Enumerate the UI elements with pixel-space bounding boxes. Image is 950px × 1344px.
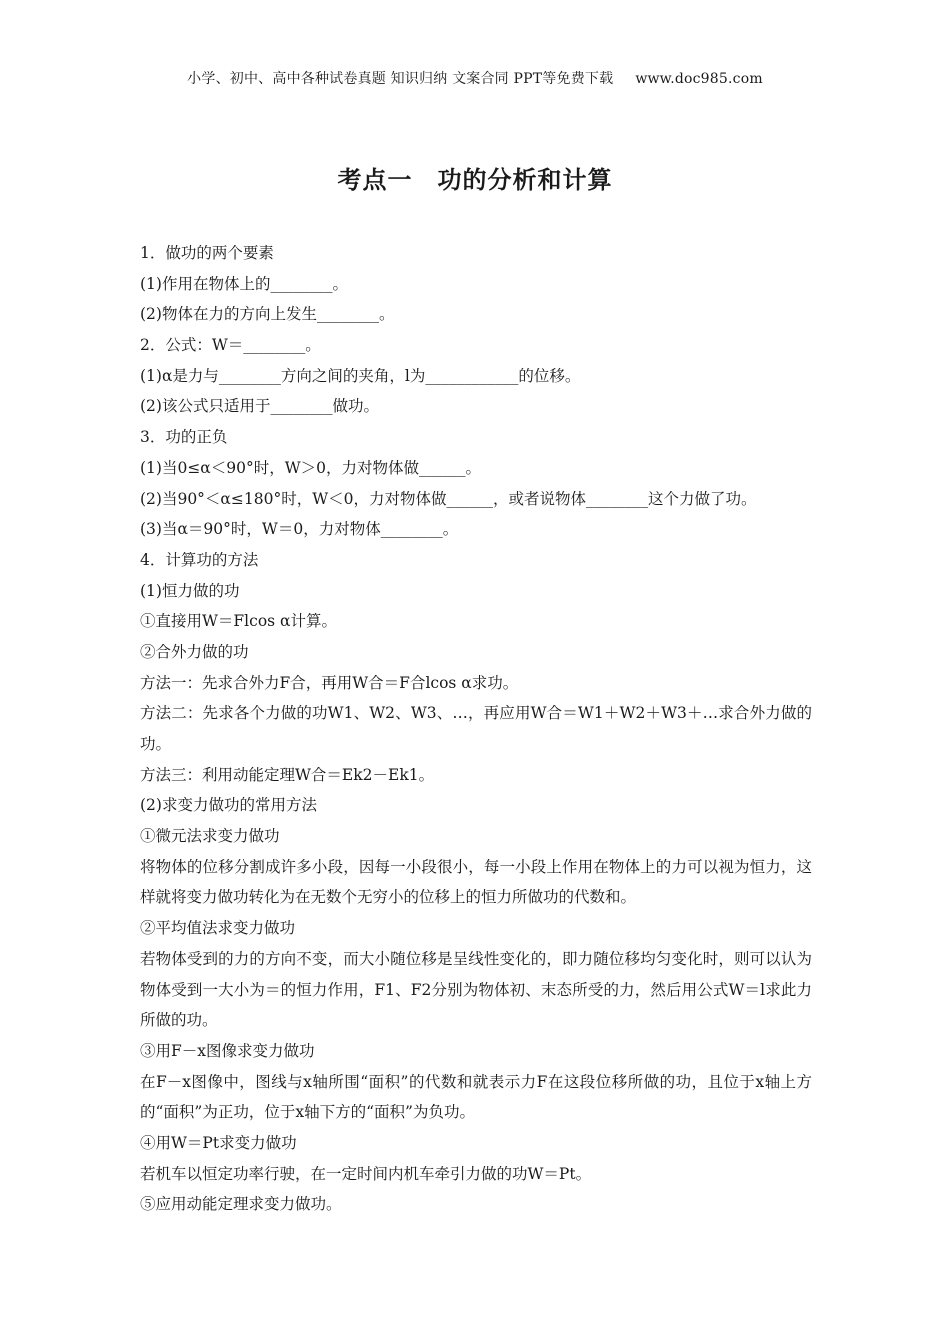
text-line: (2)该公式只适用于________做功。 [140, 397, 379, 416]
text-paragraph: 方法二：先求各个力做的功W1、W2、W3、…，再应用W合＝W1＋W2＋W3＋…求合外力做的功。 [140, 704, 812, 754]
text-line: ①直接用W＝Flcos α计算。 [140, 612, 338, 631]
section-heading: 3．功的正负 [140, 428, 228, 447]
text-line: 若机车以恒定功率行驶，在一定时间内机车牵引力做的功W＝Pt。 [140, 1164, 592, 1183]
header-text: 小学、初中、高中各种试卷真题 知识归纳 文案合同 PPT等免费下载 [187, 71, 614, 87]
text-line: 方法一：先求合外力F合，再用W合＝F合lcos α求功。 [140, 673, 519, 692]
text-line: ①微元法求变力做功 [140, 827, 280, 846]
document-body [140, 238, 812, 1220]
text-line: (2)求变力做功的常用方法 [140, 796, 317, 815]
text-line: ②合外力做的功 [140, 642, 249, 661]
text-line: (1)α是力与________方向之间的夹角，l为____________的位移。 [140, 366, 581, 385]
text-line: ③用F－x图像求变力做功 [140, 1041, 315, 1060]
text-paragraph: 若物体受到的力的方向不变，而大小随位移是呈线性变化的，即力随位移均匀变化时，则可以认为物体受到一大小为＝的恒力作用，F1、F2分别为物体初、末态所受的力，然后用公式W＝l求此力所做的功。 [140, 949, 812, 1030]
text-line: (1)作用在物体上的________。 [140, 274, 348, 293]
text-line: 方法三：利用动能定理W合＝Ek2－Ek1。 [140, 765, 435, 784]
page-title: 考点一 功的分析和计算 [337, 166, 613, 194]
text-paragraph: 将物体的位移分割成许多小段，因每一小段很小，每一小段上作用在物体上的力可以视为恒力，这样就将变力做功转化为在无数个无穷小的位移上的恒力所做功的代数和。 [140, 857, 812, 907]
text-paragraph: 在F－x图像中，图线与x轴所围“面积”的代数和就表示力F在这段位移所做的功，且位于x轴上方的“面积”为正功，位于x轴下方的“面积”为负功。 [140, 1072, 812, 1122]
text-line: ⑤应用动能定理求变力做功。 [140, 1195, 342, 1214]
section-heading: 1．做功的两个要素 [140, 244, 274, 262]
section-heading: 4．计算功的方法 [140, 550, 259, 569]
text-line: ④用W＝Pt求变力做功 [140, 1134, 297, 1153]
section-heading: 2．公式：W＝________。 [140, 336, 321, 355]
text-line: ②平均值法求变力做功 [140, 919, 296, 938]
page-header [0, 68, 950, 88]
header-site[interactable]: www.doc985.com [635, 71, 763, 87]
text-line: (3)当α＝90°时，W＝0，力对物体________。 [140, 520, 459, 539]
text-line: (1)恒力做的功 [140, 581, 240, 600]
text-line: (2)当90°＜α≤180°时，W＜0，力对物体做______，或者说物体________这个力做了功。 [140, 489, 757, 508]
text-line: (2)物体在力的方向上发生________。 [140, 305, 395, 324]
text-line: (1)当0≤α＜90°时，W＞0，力对物体做______。 [140, 458, 482, 477]
